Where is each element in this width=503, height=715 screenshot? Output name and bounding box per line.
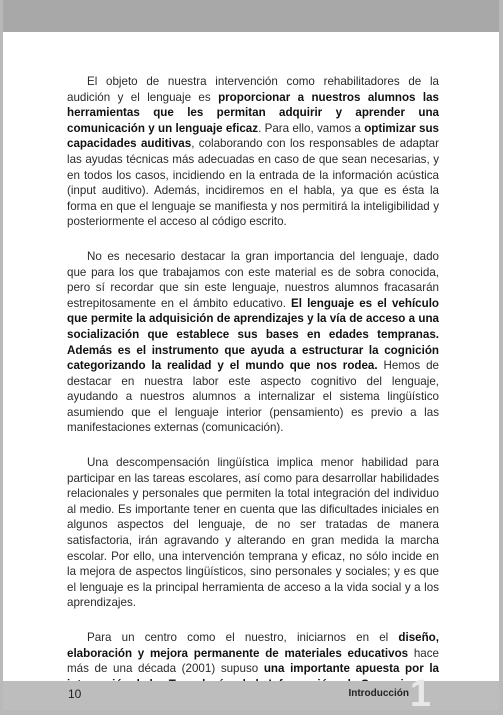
paragraph — [67, 455, 439, 611]
text-run: Para un centro como el nuestro, iniciarnos en el — [87, 631, 399, 644]
text-run: . Para ello, vamos a — [258, 121, 365, 135]
chapter-number: 1 — [409, 673, 431, 715]
page-number: 10 — [68, 687, 82, 701]
header-band — [3, 0, 499, 32]
paragraph — [67, 74, 439, 230]
bold-text: El lenguaje es el vehículo que permite la adquisición de aprendizajes y la vía de acceso a una socialización que establece sus bases en edades tempranas. Además es el instrumento que ayuda a estructurar la cognición categorizando la realidad y el mundo que nos rodea. — [67, 296, 440, 373]
bold-text: proporcionar a nuestros alumnos las herramientas que les permitan adquirir y aprender una comunicación y un lenguaje eficaz — [67, 90, 439, 135]
footer-band — [3, 673, 499, 715]
text-run: , colaborando con los responsables de adaptar las ayudas técnicas más adecuadas en caso de que sean necesarias, y en todos los casos, incidiendo en la entrada de la información acústica (input auditivo). Además, incidiremos en el habla, ya que es ésta la forma en que el lenguaje se manifiesta y nos permitirá la inteligibilidad y posteriormente el acceso al código escrito. — [67, 137, 439, 229]
document-page — [3, 0, 499, 715]
text-run: hace más de una década (2001) supuso — [67, 646, 439, 676]
body-text — [67, 74, 439, 711]
bold-text: una importante apuesta por la — [263, 662, 440, 676]
bold-text: optimizar sus capacidades auditivas — [67, 121, 440, 151]
chapter-title: Introducción — [348, 688, 409, 699]
paragraph — [67, 249, 439, 436]
text-run: No es necesario destacar la gran importancia del lenguaje, dado que para los que trabajamos con este material es de sobra conocida, pero sí recordar que sin este lenguaje, nuestros alumnos fracasarán estrepitosamente en el ámbito educativo. — [67, 249, 439, 310]
text-run: El objeto de nuestra intervención como rehabilitadores de la audición y el lenguaje es — [67, 75, 439, 104]
text-run: Hemos de destacar en nuestra labor este aspecto cognitivo del lenguaje, ayudando a nuestros alumnos a internalizar el sistema lingüístico asumiendo que el lenguaje interior (pensamiento) es previo a las manifestaciones externas (comunicación). — [67, 359, 440, 435]
bold-text: diseño, elaboración y mejora permanente de materiales educativos — [67, 631, 439, 660]
text-run: Una descompensación lingüística implica menor habilidad para participar en las tareas escolares, así como para desarrollar habilidades relacionales y personales que permiten la total integración del individuo al medio. Es importante tener en cuenta que las dificultades iniciales en algunos aspectos del lenguaje, de no ser tratadas de manera satisfactoria, irán agravando y alterando en gran medida la marcha escolar. Por ello, una intervención temprana y eficaz, no sólo incide en la mejora de aspectos lingüísticos, sino personales y sociales; y es que el lenguaje es la principal herramienta de acceso a la vida social y a los aprendizajes. — [67, 456, 439, 610]
